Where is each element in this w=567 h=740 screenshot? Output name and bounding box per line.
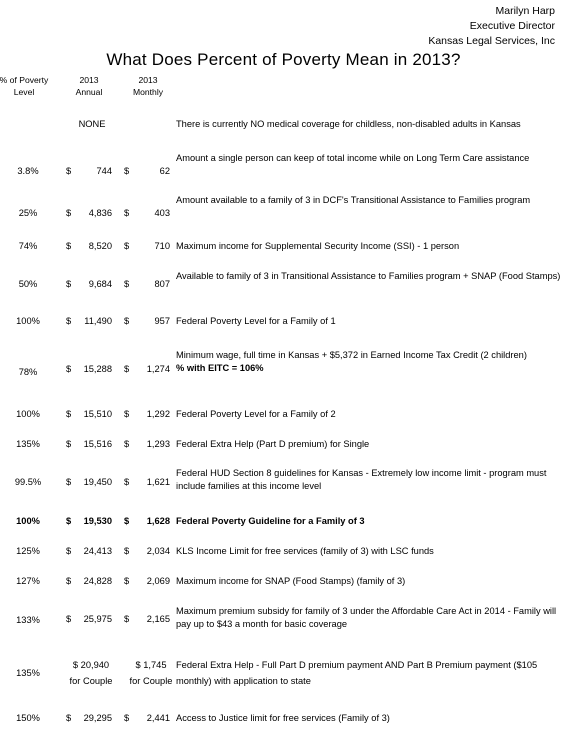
- row-annual: 19,530: [83, 516, 112, 526]
- row-annual: 19,450: [83, 477, 112, 487]
- row-monthly-currency: $: [124, 364, 130, 374]
- row-monthly-currency: $: [124, 208, 130, 218]
- row-percent: 99.5%: [14, 477, 42, 487]
- row-monthly: 957: [154, 316, 170, 326]
- row-percent: 100%: [16, 316, 40, 326]
- row-monthly-currency: $: [124, 516, 130, 526]
- column-header-annual-line2: Annual: [75, 87, 103, 97]
- row-description-eitc: % with EITC = 106%: [176, 363, 264, 373]
- row-monthly-currency: $: [124, 439, 130, 449]
- row-annual-couple-label: for Couple: [69, 676, 113, 686]
- row-description: Amount a single person can keep of total income while on Long Term Care assistance: [176, 153, 530, 163]
- row-annual-currency: $: [66, 364, 72, 374]
- row-monthly-currency: $: [124, 241, 130, 251]
- row-description: Federal Poverty Guideline for a Family of 3: [176, 516, 365, 526]
- row-annual-currency: $: [66, 516, 72, 526]
- row-monthly-stack: [120, 657, 182, 689]
- row-monthly-currency: $: [124, 166, 130, 176]
- row-monthly: 807: [154, 279, 170, 289]
- row-monthly: 1,292: [146, 409, 170, 419]
- row-annual-currency: $: [66, 409, 72, 419]
- row-monthly: 2,069: [146, 576, 170, 586]
- row-annual-currency: $: [66, 241, 72, 251]
- row-percent: 74%: [18, 241, 38, 251]
- row-monthly: 2,034: [146, 546, 170, 556]
- row-percent: 133%: [16, 615, 40, 625]
- row-annual: 15,288: [83, 364, 112, 374]
- row-description: Federal Extra Help - Full Part D premium payment AND Part B Premium payment ($105 monthly) with application to state: [176, 660, 538, 686]
- row-annual: 4,836: [88, 208, 112, 218]
- row-annual: 24,413: [83, 546, 112, 556]
- header-org: Kansas Legal Services, Inc: [428, 35, 555, 47]
- row-monthly-currency: $: [124, 614, 130, 624]
- row-annual-stack: [60, 657, 122, 689]
- row-description: Maximum premium subsidy for family of 3 under the Affordable Care Act in 2014 - Family will pay up to $43 a month for basic coverage: [176, 606, 557, 629]
- column-header-monthly: [120, 74, 176, 98]
- row-annual: 25,975: [83, 614, 112, 624]
- row-description-text: Minimum wage, full time in Kansas + $5,372 in Earned Income Tax Credit (2 children): [176, 350, 527, 360]
- row-monthly: 2,441: [146, 713, 170, 723]
- row-annual-currency: $: [66, 713, 72, 723]
- row-percent: 100%: [16, 516, 40, 526]
- row-annual: 24,828: [83, 576, 112, 586]
- row-description: Federal HUD Section 8 guidelines for Kansas - Extremely low income limit - program must include families at this income level: [176, 468, 547, 491]
- page-title: What Does Percent of Poverty Mean in 2013?: [106, 50, 461, 69]
- row-monthly-currency: $: [124, 409, 130, 419]
- row-annual: 744: [96, 166, 112, 176]
- row-percent: 135%: [16, 439, 40, 449]
- row-annual: 15,510: [83, 409, 112, 419]
- column-header-percent-line2: Level: [13, 87, 35, 97]
- row-annual-currency: $: [66, 208, 72, 218]
- row-monthly: 1,293: [146, 439, 170, 449]
- row-percent: 135%: [16, 668, 40, 678]
- row-annual-currency: $: [66, 546, 72, 556]
- row-monthly-currency: $: [124, 546, 130, 556]
- row-annual: 15,516: [83, 439, 112, 449]
- row-monthly-currency: $: [124, 477, 130, 487]
- row-annual: 29,295: [83, 713, 112, 723]
- row-monthly: 403: [154, 208, 170, 218]
- row-monthly-currency: $: [124, 279, 130, 289]
- column-header-annual: [60, 74, 118, 98]
- row-percent: 78%: [18, 367, 38, 377]
- row-monthly: 1,621: [146, 477, 170, 487]
- row-annual-currency: $: [66, 576, 72, 586]
- row-monthly: 62: [159, 166, 170, 176]
- row-percent: 3.8%: [17, 166, 39, 176]
- row-description: Maximum income for SNAP (Food Stamps) (family of 3): [176, 576, 406, 586]
- row-description: Available to family of 3 in Transitional Assistance to Families program + SNAP (Food Stamps): [176, 271, 561, 281]
- row-percent: 50%: [18, 279, 38, 289]
- row-monthly: 1,274: [146, 364, 170, 374]
- row-description: Federal Extra Help (Part D premium) for Single: [176, 439, 370, 449]
- row-annual-currency: $: [66, 316, 72, 326]
- row-percent: 125%: [16, 546, 40, 556]
- row-description: Maximum income for Supplemental Security Income (SSI) - 1 person: [176, 241, 460, 251]
- row-annual-currency: $: [66, 614, 72, 624]
- header-name: Marilyn Harp: [495, 5, 555, 17]
- row-annual-currency: $: [66, 279, 72, 289]
- row-description: There is currently NO medical coverage for childless, non-disabled adults in Kansas: [176, 119, 521, 129]
- row-monthly: 1,745: [143, 660, 167, 670]
- row-monthly-currency: $: [135, 660, 141, 670]
- row-annual: 11,490: [84, 316, 112, 326]
- row-monthly: 1,628: [146, 516, 170, 526]
- row-monthly-currency: $: [124, 576, 130, 586]
- column-header-monthly-line1: 2013: [138, 75, 158, 85]
- row-monthly-couple-label: for Couple: [129, 676, 173, 686]
- row-annual-currency: $: [66, 477, 72, 487]
- header-block: [315, 4, 555, 49]
- row-description: KLS Income Limit for free services (family of 3) with LSC funds: [176, 546, 434, 556]
- row-annual: 20,940: [80, 660, 110, 670]
- row-monthly: 2,165: [146, 614, 170, 624]
- none-label: NONE: [78, 119, 106, 129]
- row-annual-currency: $: [72, 660, 79, 670]
- row-description: Federal Poverty Level for a Family of 2: [176, 409, 336, 419]
- row-percent: 100%: [16, 409, 40, 419]
- row-annual-currency: $: [66, 439, 72, 449]
- column-header-monthly-line2: Monthly: [132, 87, 164, 97]
- header-role: Executive Director: [469, 20, 555, 32]
- row-monthly-currency: $: [124, 713, 130, 723]
- column-header-percent-line1: % of Poverty: [0, 75, 49, 85]
- row-description: Amount available to a family of 3 in DCF's Transitional Assistance to Families program: [176, 195, 531, 205]
- row-annual-currency: $: [66, 166, 72, 176]
- row-percent: 127%: [16, 576, 40, 586]
- row-annual: 9,684: [88, 279, 112, 289]
- row-description: Federal Poverty Level for a Family of 1: [176, 316, 336, 326]
- row-monthly-currency: $: [124, 316, 130, 326]
- row-annual: 8,520: [88, 241, 112, 251]
- row-percent: 150%: [16, 713, 40, 723]
- column-header-annual-line1: 2013: [79, 75, 99, 85]
- row-monthly: 710: [154, 241, 170, 251]
- row-description: [176, 349, 564, 375]
- row-percent: 25%: [18, 208, 38, 218]
- row-description: Access to Justice limit for free services (Family of 3): [176, 713, 390, 723]
- column-header-percent: [0, 74, 52, 98]
